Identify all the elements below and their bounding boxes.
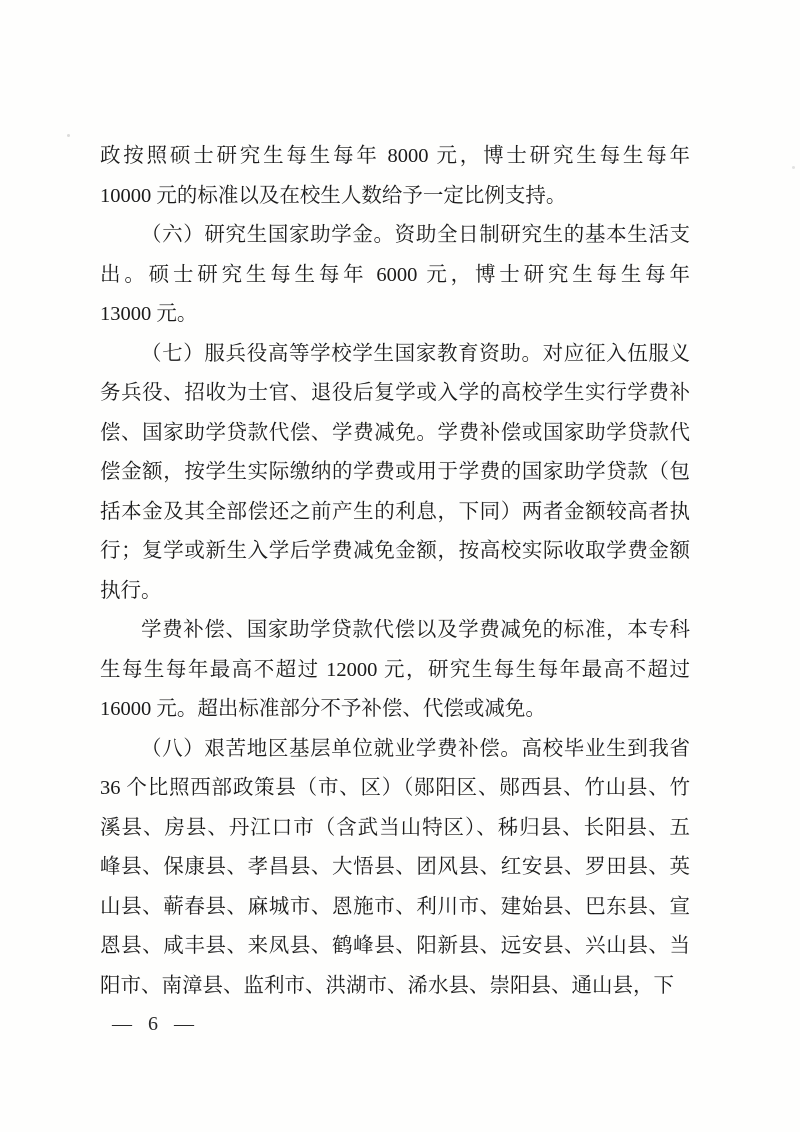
text-line: （七）服兵役高等学校学生国家教育资助。对应征入伍服义: [141, 342, 690, 365]
text-line: 13000 元。: [100, 303, 198, 325]
paragraph: [100, 216, 690, 335]
page-number: — 6 —: [112, 1013, 195, 1035]
text-line: （六）研究生国家助学金。资助全日制研究生的基本生活支: [141, 224, 690, 246]
scan-speck: [792, 166, 795, 169]
text-line: 山县、蕲春县、麻城市、恩施市、利川市、建始县、巴东县、宣: [100, 895, 690, 918]
scan-speck: [67, 134, 70, 137]
text-line: 出。硕士研究生每生每年 6000 元，博士研究生每生每年: [100, 263, 690, 286]
text-line: 16000 元。超出标准部分不予补偿、代偿或减免。: [100, 698, 546, 720]
text-line: 学费补偿、国家助学贷款代偿以及学费减免的标准，本专科: [141, 619, 690, 641]
text-line: 10000 元的标准以及在校生人数给予一定比例支持。: [100, 184, 567, 207]
text-line: 政按照硕士研究生每生每年 8000 元，博士研究生每生每年: [100, 145, 690, 167]
paragraph: [100, 137, 690, 216]
text-line: 偿金额，按学生实际缴纳的学费或用于学费的国家助学贷款（包: [100, 461, 690, 483]
text-line: 阳市、南漳县、监利市、洪湖市、浠水县、崇阳县、通山县，下: [100, 974, 674, 997]
text-line: 行；复学或新生入学后学费减免金额，按高校实际收取学费金额: [100, 540, 690, 562]
text-line: 恩县、咸丰县、来凤县、鹤峰县、阳新县、远安县、兴山县、当: [100, 935, 690, 957]
document-body: [100, 137, 690, 1006]
paragraph: [100, 335, 690, 612]
text-line: 生每生每年最高不超过 12000 元，研究生每生每年最高不超过: [100, 658, 690, 681]
paragraph: [100, 611, 690, 730]
text-line: （八）艰苦地区基层单位就业学费补偿。高校毕业生到我省: [141, 737, 690, 760]
text-line: 峰县、保康县、孝昌县、大悟县、团风县、红安县、罗田县、英: [100, 856, 690, 878]
text-line: 执行。: [100, 579, 162, 602]
text-line: 36 个比照西部政策县（市、区）（郧阳区、郧西县、竹山县、竹: [100, 777, 690, 799]
text-line: 溪县、房县、丹江口市（含武当山特区）、秭归县、长阳县、五: [100, 816, 690, 839]
text-line: 括本金及其全部偿还之前产生的利息，下同）两者金额较高者执: [100, 500, 690, 523]
text-line: 偿、国家助学贷款代偿、学费减免。学费补偿或国家助学贷款代: [100, 421, 690, 444]
text-line: 务兵役、招收为士官、退役后复学或入学的高校学生实行学费补: [100, 382, 690, 404]
paragraph: [100, 730, 690, 1007]
